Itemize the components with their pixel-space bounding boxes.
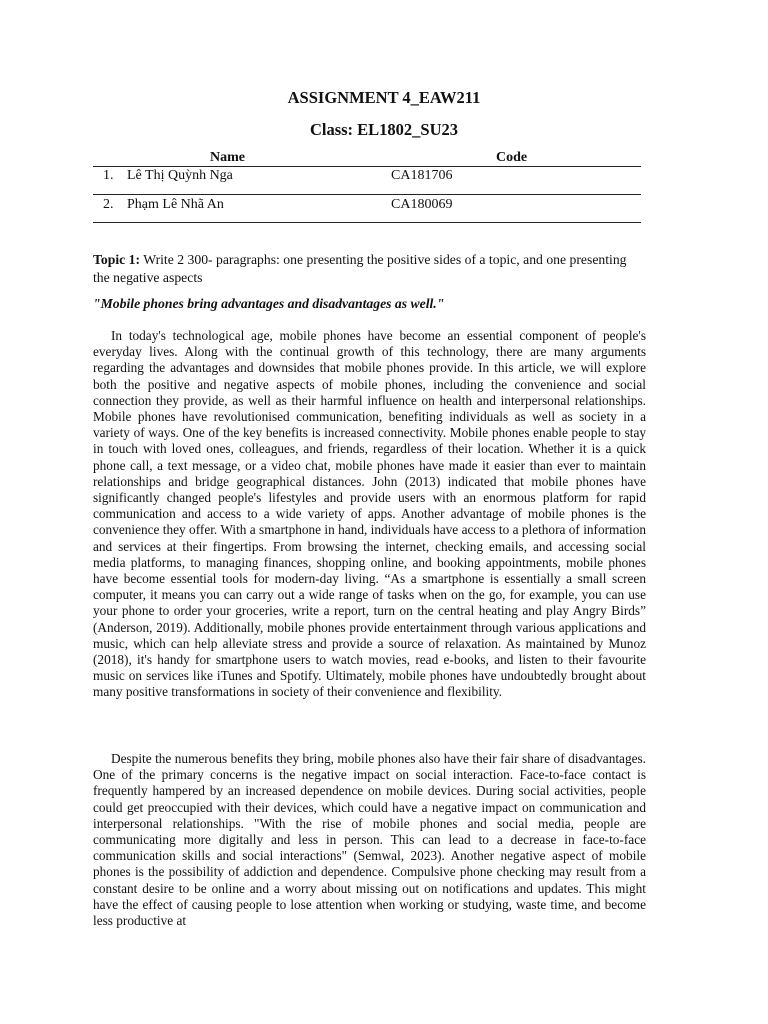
topic-label: Topic 1: — [93, 252, 141, 267]
column-header-code: Code — [496, 150, 528, 165]
paragraph-disadvantages: Despite the numerous benefits they bring, mobile phones also have their fair share of disadvantages. One of the primary concerns is the negative impact on social interaction. Face-to-face contact is frequently hampered by an increased dependence on mobile devices. During social activities, people could get preoccupied with their devices, which could have a negative impact on communication and interpersonal relationships. "With the rise of mobile phones and social media, people are communicating more digitally and less in person. This can lead to a decrease in face-to-face communication skills and social interactions" (Semwal, 2023). Another negative aspect of mobile phones is the possibility of addiction and dependence. Compulsive phone checking may result from a constant desire to be online and a worry about missing out on notifications and updates. This might have the effect of causing people to lose attention when working or studying, waste time, and become less productive at — [93, 751, 646, 929]
topic-prompt — [93, 251, 641, 287]
table-rule-middle — [93, 194, 641, 195]
class-heading: Class: EL1802_SU23 — [309, 120, 459, 139]
row-number: 2. — [103, 197, 114, 212]
topic-quote: "Mobile phones bring advantages and disadvantages as well." — [93, 296, 445, 311]
table-rule-bottom — [93, 222, 641, 223]
column-header-name: Name — [210, 150, 245, 165]
assignment-title: ASSIGNMENT 4_EAW211 — [287, 88, 481, 107]
member-name: Lê Thị Quỳnh Nga — [127, 168, 233, 183]
row-number: 1. — [103, 168, 114, 183]
table-rule-top — [93, 166, 641, 167]
member-name: Phạm Lê Nhã An — [127, 197, 224, 212]
table-row — [93, 168, 641, 186]
table-row — [93, 197, 641, 215]
table-header — [93, 150, 641, 166]
member-code: CA181706 — [391, 168, 453, 183]
topic-text: Write 2 300- paragraphs: one presenting the positive sides of a topic, and one presenting the negative aspects — [93, 252, 627, 285]
paragraph-advantages: In today's technological age, mobile phones have become an essential component of people's everyday lives. Along with the continual growth of this technology, there are many arguments regarding the advantages and downsides that mobile phones provide. In this article, we will explore both the positive and negative aspects of mobile phones, including the convenience and social connection they provide, as well as their harmful influence on health and interpersonal relationships. Mobile phones have revolutionised communication, benefiting individuals as well as society in a variety of ways. One of the key benefits is increased connectivity. Mobile phones enable people to stay in touch with loved ones, colleagues, and friends, regardless of their location. Whether it is a quick phone call, a text message, or a video chat, mobile phones have made it easier than ever to maintain relationships and bridge geographical distances. John (2013) indicated that mobile phones have significantly changed people's lifestyles and provide users with an enormous platform for rapid communication and access to a wide variety of apps. Another advantage of mobile phones is the convenience they offer. With a smartphone in hand, individuals have access to a plethora of information and services at their fingertips. From browsing the internet, checking emails, and accessing social media platforms, to managing finances, shopping online, and booking appointments, mobile phones have become essential tools for modern-day living. “As a smartphone is essentially a small screen computer, it means you can carry out a wide range of tasks when on the go, for example, you can use your phone to order your groceries, write a report, turn on the central heating and play Angry Birds” (Anderson, 2019). Additionally, mobile phones provide entertainment through various applications and music, which can help alleviate stress and provide a source of relaxation. As maintained by Munoz (2018), it's handy for smartphone users to watch movies, read e-books, and listen to their favourite music on services like iTunes and Spotify. Ultimately, mobile phones have undoubtedly brought about many positive transformations in society of their convenience and flexibility. — [93, 328, 646, 700]
member-code: CA180069 — [391, 197, 453, 212]
